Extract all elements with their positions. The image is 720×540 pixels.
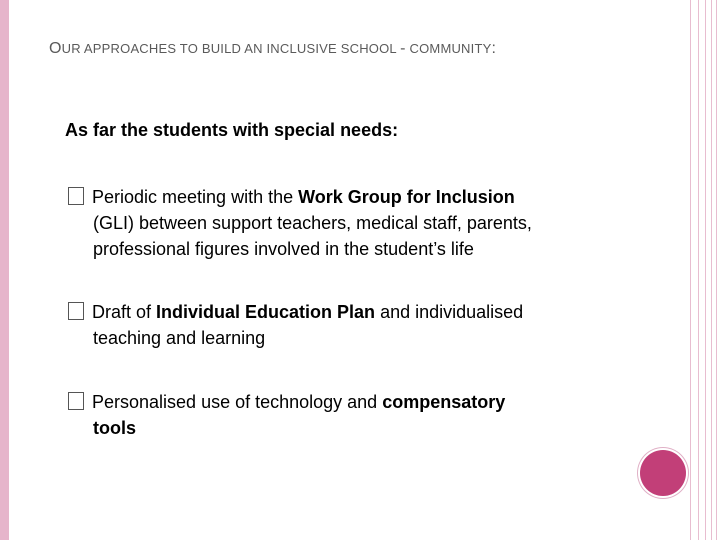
checkbox-bullet-icon <box>68 392 84 410</box>
decorative-line <box>698 0 699 540</box>
decorative-line <box>705 0 706 540</box>
bullet-text: Personalised use of technology and <box>92 392 383 412</box>
decorative-line <box>690 0 691 540</box>
title-dash: - <box>400 40 406 57</box>
checkbox-bullet-icon <box>68 302 84 320</box>
title-tail: COMMUNITY <box>405 41 492 56</box>
checkbox-bullet-icon <box>68 187 84 205</box>
bullet-item <box>65 389 645 441</box>
bullet-text-bold: Individual Education Plan <box>156 302 376 322</box>
title-initial: O <box>49 40 62 57</box>
bullet-text: Periodic meeting with the <box>92 187 299 207</box>
bullet-text: (GLI) between support teachers, medical staff, parents, <box>93 213 532 233</box>
bullet-text-bold: compensatory <box>382 392 506 412</box>
slide-subtitle: As far the students with special needs: <box>65 120 399 140</box>
decorative-circle <box>640 450 686 496</box>
bullet-text: and individualised <box>375 302 524 322</box>
slide-title <box>49 40 496 58</box>
bullet-text-bold: Work Group for Inclusion <box>298 187 515 207</box>
decorative-line <box>711 0 712 540</box>
decorative-line <box>716 0 717 540</box>
bullet-text-bold: tools <box>93 418 136 438</box>
bullet-item <box>65 184 645 262</box>
title-text: UR APPROACHES TO BUILD AN INCLUSIVE SCHOOL <box>61 41 401 56</box>
left-decorative-band <box>0 0 9 540</box>
bullet-item <box>65 299 645 351</box>
bullet-text: professional figures involved in the student’s life <box>93 239 474 259</box>
title-colon: : <box>491 40 497 57</box>
bullet-text: teaching and learning <box>93 328 266 348</box>
bullet-text: Draft of <box>92 302 157 322</box>
